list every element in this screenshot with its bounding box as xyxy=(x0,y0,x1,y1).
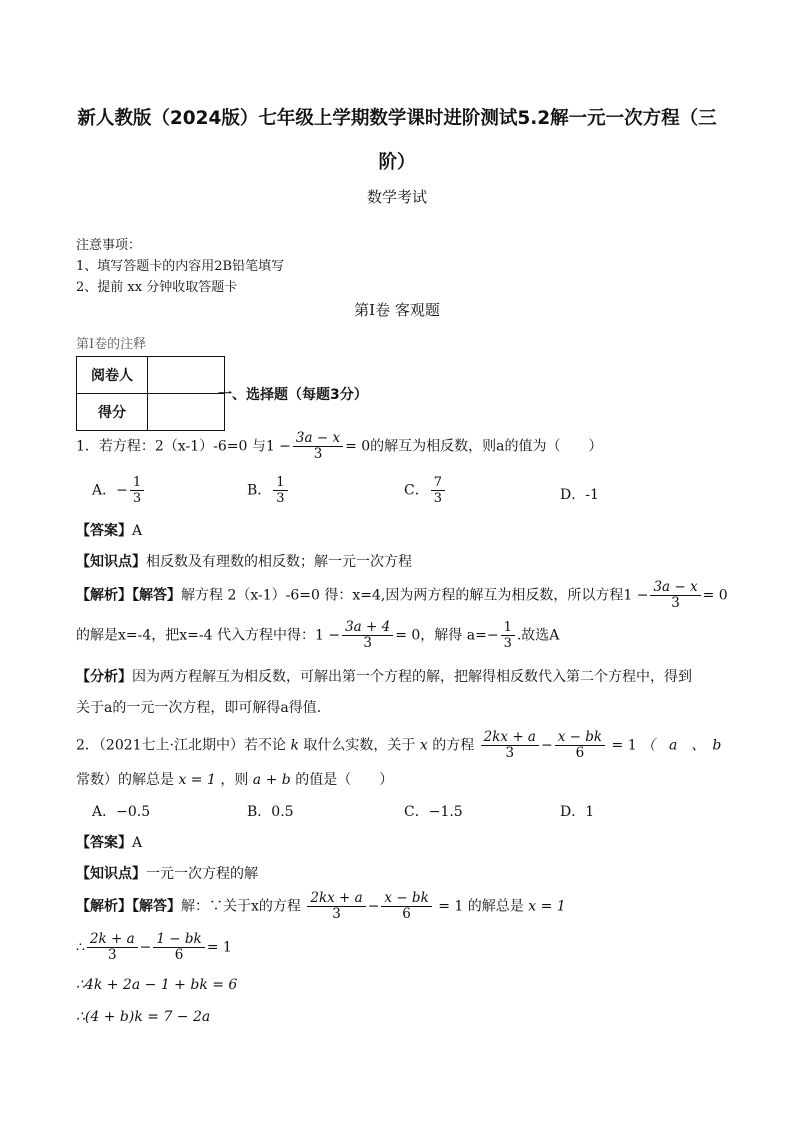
grader-input-cell[interactable] xyxy=(148,357,225,394)
frac-denominator: 6 xyxy=(575,745,585,761)
q1-reasoning-line1 xyxy=(76,666,692,686)
score-input-cell[interactable] xyxy=(148,394,225,431)
analysis-text: 的解总是 xyxy=(467,898,524,915)
eq-lead: 1 − xyxy=(623,587,649,604)
q1-option-b-label: B． xyxy=(247,482,272,499)
notes-item: 1、填写答题卡的内容用2B铅笔填写 xyxy=(76,259,285,274)
q2-stem-b: 取什么实数，关于 xyxy=(303,737,416,754)
q2-solution: x = 1 xyxy=(178,772,216,788)
q1-option-c-label: C． xyxy=(404,482,429,499)
volume-title: 第Ⅰ卷 客观题 xyxy=(354,301,440,319)
eq-lead: 1 − xyxy=(314,627,341,644)
q1-reasoning-line2: 关于a的一元一次方程，即可解得a得值. xyxy=(76,700,322,716)
q1-answer xyxy=(76,520,142,540)
frac-denominator: 3 xyxy=(363,635,372,651)
analysis-tag: 【解析】【解答】 xyxy=(76,898,181,915)
q1-frac-denominator: 3 xyxy=(313,446,323,462)
q2-fraction-1 xyxy=(481,730,539,761)
q2-analysis-line1 xyxy=(76,891,566,922)
q2-stem-c: 的方程 xyxy=(432,737,475,754)
q2-stem-f: ，则 xyxy=(220,772,249,788)
q1-option-c[interactable] xyxy=(404,475,447,506)
analysis-fraction xyxy=(381,891,431,922)
q2-option-a[interactable]: A．−0.5 xyxy=(92,804,151,820)
q1-knowledge-point xyxy=(76,551,412,571)
analysis-tag: 【解析】【解答】 xyxy=(76,587,181,604)
knowledge-tag: 【知识点】 xyxy=(76,554,146,570)
notes-item: 2、提前 xx 分钟收取答题卡 xyxy=(76,280,238,295)
q2-option-d[interactable]: D．1 xyxy=(560,804,595,820)
grader-table xyxy=(76,356,225,431)
frac-denominator: 3 xyxy=(503,636,512,651)
question-2-stem-line2 xyxy=(76,769,393,789)
analysis-text: 解方程 2（x-1）-6=0 得：x=4,因为两方程的解互为相反数，所以方程 xyxy=(181,587,624,604)
frac-numerator: 1 − bk xyxy=(153,932,204,948)
section-title: 一、选择题（每题3分） xyxy=(218,387,368,403)
document-subtitle: 数学考试 xyxy=(366,188,427,206)
frac-numerator: 2kx + a xyxy=(307,891,365,907)
q2-var-k: k xyxy=(290,737,299,754)
frac-numerator: 3a − x xyxy=(650,580,700,596)
analysis-text: 解：∵关于x的方程 xyxy=(181,898,301,915)
analysis-solution: x = 1 xyxy=(528,898,566,915)
eq-tail: = 0 xyxy=(395,627,421,644)
q1-frac-numerator: 3a − x xyxy=(293,431,343,447)
analysis-fraction xyxy=(501,620,515,651)
question-2-stem-line1 xyxy=(76,730,721,761)
frac-numerator: 1 xyxy=(273,475,287,491)
frac-numerator: 2kx + a xyxy=(481,730,539,746)
equals: = 1 xyxy=(438,898,464,915)
analysis-text: ，解得 a=− xyxy=(420,627,499,644)
frac-denominator: 3 xyxy=(276,491,285,506)
q2-answer xyxy=(76,832,142,852)
q1-stem-b: 的解互为相反数，则a的值为（ ） xyxy=(370,438,603,455)
score-label: 得分 xyxy=(77,394,148,431)
reasoning-tag: 【分析】 xyxy=(76,669,132,685)
q2-option-b[interactable]: B．0.5 xyxy=(247,804,294,820)
q2-minus: − xyxy=(540,737,553,754)
frac-denominator: 3 xyxy=(132,491,142,506)
q2-fraction-2 xyxy=(555,730,605,761)
q2-ab: a + b xyxy=(252,772,291,788)
q1-eq-tail: = 0 xyxy=(345,438,371,455)
equals: = 1 xyxy=(206,939,232,956)
q1-option-a-label: A．− xyxy=(92,482,128,499)
analysis-fraction xyxy=(307,891,365,922)
analysis-fraction xyxy=(650,580,700,611)
step-fraction xyxy=(153,932,204,963)
frac-numerator: 1 xyxy=(501,620,515,636)
q1-option-c-frac xyxy=(431,475,445,506)
reasoning-text: 因为两方程解互为相反数，可解出第一个方程的解，把解得相反数代入第二个方程中，得到 xyxy=(132,669,692,685)
q1-option-b-frac xyxy=(273,475,287,506)
eq-tail: = 0 xyxy=(702,587,728,604)
therefore-sign: ∴ xyxy=(76,939,85,956)
minus-sign: − xyxy=(367,898,380,915)
frac-denominator: 6 xyxy=(402,906,411,922)
frac-numerator: 1 xyxy=(130,475,144,491)
notes-heading: 注意事项： xyxy=(76,238,142,253)
q1-stem-a: 1．若方程：2（x-1）-6=0 与 xyxy=(76,438,266,455)
frac-numerator: 3a + 4 xyxy=(342,620,393,636)
analysis-fraction xyxy=(342,620,393,651)
answer-tag: 【答案】 xyxy=(76,523,132,539)
frac-denominator: 3 xyxy=(107,947,117,963)
question-1-stem xyxy=(76,431,603,462)
q2-stem-e: 常数）的解总是 xyxy=(76,772,174,788)
answer-value: A xyxy=(132,835,143,851)
document-title-line1: 新人教版（2024版）七年级上学期数学课时进阶测试5.2解一元一次方程（三 xyxy=(77,108,717,129)
analysis-text: .故选A xyxy=(516,627,560,644)
document-title-line2: 阶） xyxy=(378,152,416,173)
frac-denominator: 3 xyxy=(505,745,515,761)
q1-analysis-line2 xyxy=(76,620,559,651)
q1-eq-lead: 1 − xyxy=(265,438,291,455)
q2-equals: = 1 xyxy=(611,737,637,754)
frac-numerator: x − bk xyxy=(381,891,431,907)
q2-step-3: ∴(4 + b)k = 7 − 2a xyxy=(76,1009,211,1025)
knowledge-tag: 【知识点】 xyxy=(76,866,146,882)
q2-stem-g: 的值是（ ） xyxy=(295,772,394,788)
frac-numerator: x − bk xyxy=(555,730,605,746)
q2-stem-d: （ a 、 b xyxy=(641,737,722,754)
q1-option-a[interactable] xyxy=(92,475,146,506)
minus-sign: − xyxy=(139,939,152,956)
q2-knowledge-point xyxy=(76,863,258,883)
q2-step-1 xyxy=(76,932,232,963)
analysis-text: 的解是x=-4，把x=-4 代入方程中得： xyxy=(76,627,315,644)
q2-var-x: x xyxy=(419,737,428,754)
q2-option-c[interactable]: C．−1.5 xyxy=(404,804,463,820)
answer-value: A xyxy=(132,523,143,539)
knowledge-text: 相反数及有理数的相反数；解一元一次方程 xyxy=(146,554,412,570)
volume-note: 第Ⅰ卷的注释 xyxy=(76,337,147,352)
q1-fraction xyxy=(293,431,343,462)
frac-denominator: 3 xyxy=(332,906,341,922)
q1-option-b[interactable] xyxy=(247,475,290,506)
frac-denominator: 3 xyxy=(671,595,680,611)
frac-numerator: 7 xyxy=(431,475,445,491)
step-fraction xyxy=(87,932,138,963)
frac-numerator: 2k + a xyxy=(87,932,138,948)
knowledge-text: 一元一次方程的解 xyxy=(146,866,258,882)
q1-analysis-line1 xyxy=(76,580,728,611)
q1-option-d[interactable]: D．-1 xyxy=(560,487,599,503)
frac-denominator: 6 xyxy=(174,947,184,963)
frac-denominator: 3 xyxy=(433,491,442,506)
q2-step-2: ∴4k + 2a − 1 + bk = 6 xyxy=(76,977,238,993)
grader-label: 阅卷人 xyxy=(77,357,148,394)
q2-stem-a: 2．（2021七上·江北期中）若不论 xyxy=(76,737,286,754)
q1-option-a-frac xyxy=(130,475,144,506)
answer-tag: 【答案】 xyxy=(76,835,132,851)
